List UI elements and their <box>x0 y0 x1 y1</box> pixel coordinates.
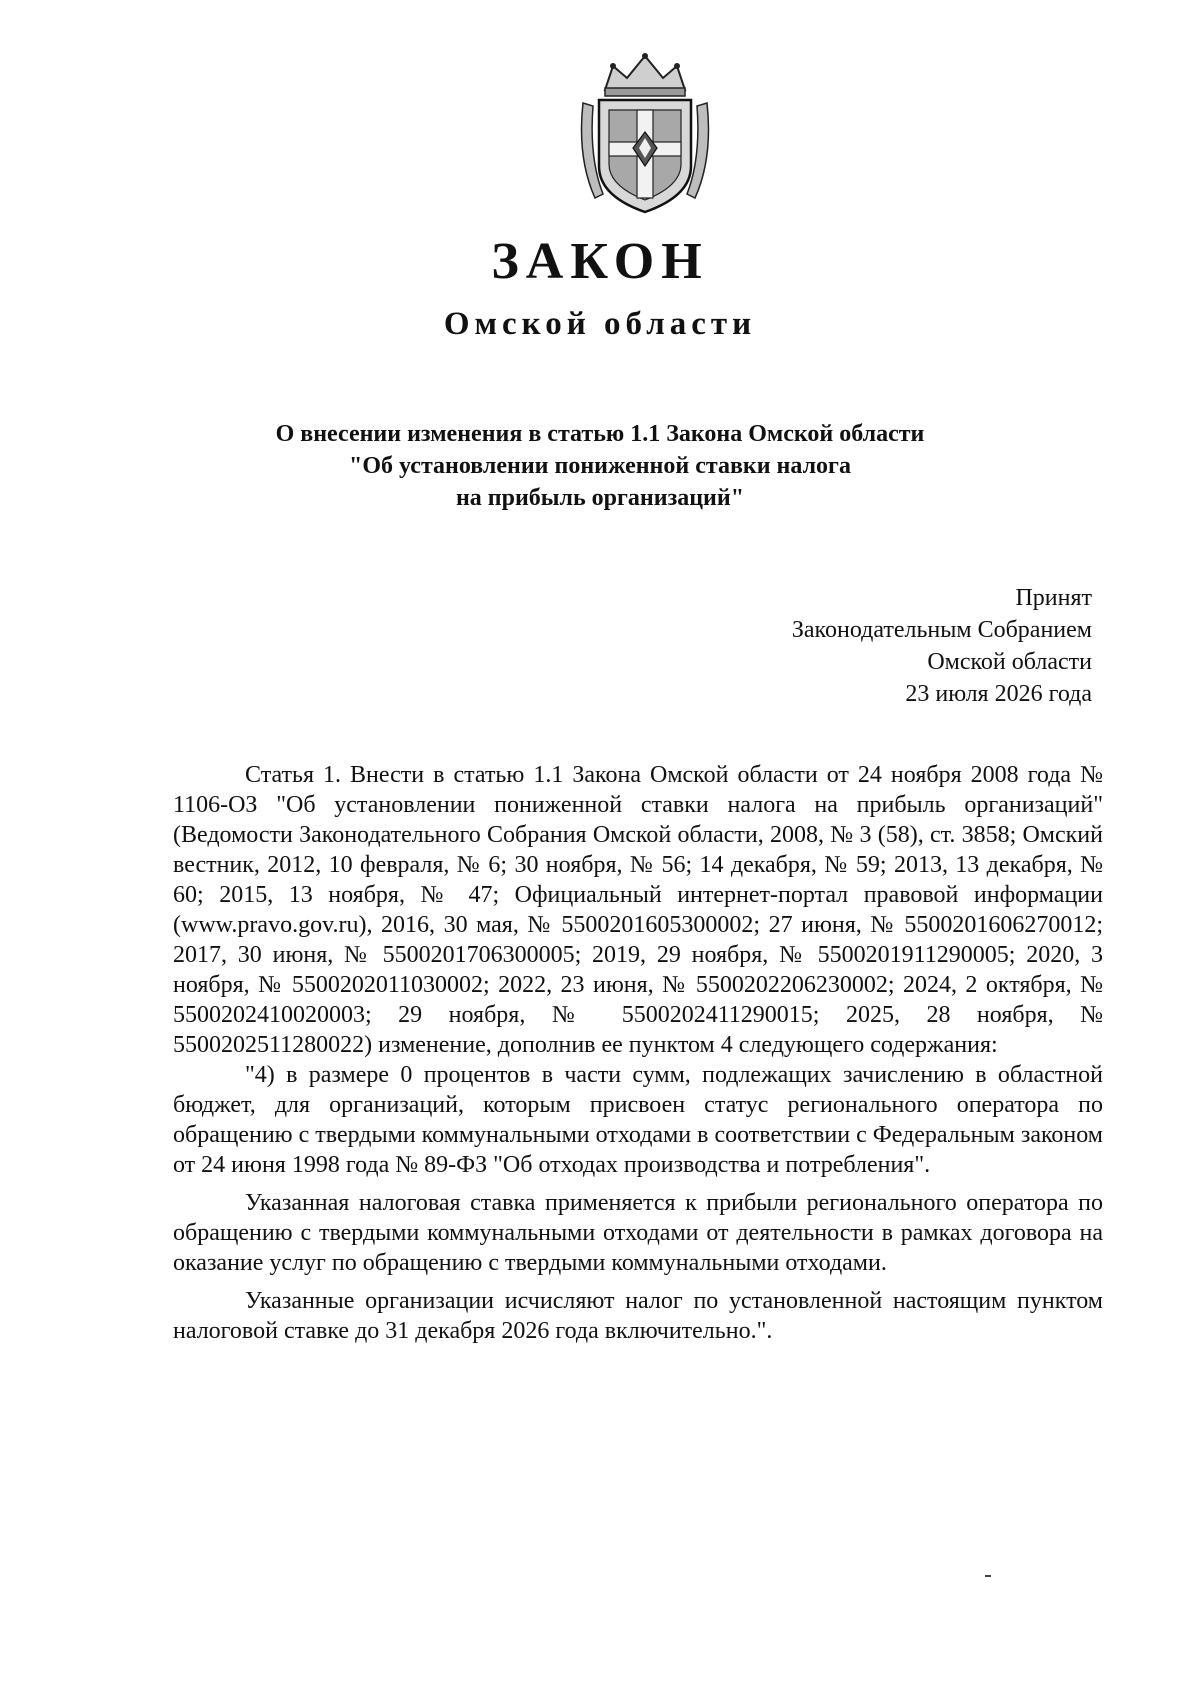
document-title: ЗАКОН <box>491 233 709 290</box>
scan-mark <box>985 1575 991 1577</box>
amendment-paragraph: "4) в размере 0 процентов в части сумм, подлежащих зачислению в областной бюджет, для организаций, которым присвоен статус регионального оператора по обращению с твердыми коммунальными отходами в соответствии с Федеральным законом от 24 июня 1998 года № 89-ФЗ "Об отходах производства и потребления". <box>173 1062 1103 1178</box>
amendment-paragraph: Указанная налоговая ставка применяется к прибыли регионального оператора по обращению с твердыми коммунальными отходами от деятельности в рамках договора на оказание услуг по обращению с твердыми коммунальными отходами. <box>173 1190 1103 1276</box>
coat-of-arms-icon <box>575 48 715 218</box>
article-paragraph: Статья 1. Внести в статью 1.1 Закона Омской области от 24 ноября 2008 года № 1106-ОЗ "Об установлении пониженной ставки налога на прибыль организаций" (Ведомости Законодательного Собрания Омской области, 2008, № 3 (58), ст. 3858; Омский вестник, 2012, 10 февраля, № 6; 30 ноября, № 56; 14 декабря, № 59; 2013, 13 декабря, № 60; 2015, 13 ноября, № 47; Официальный интернет-портал правовой информации (www.pravo.gov.ru), 2016, 30 мая, № 5500201605300002; 27 июня, № 5500201606270012; 2017, 30 июня, № 5500201706300005; 2019, 29 ноября, № 5500201911290005; 2020, 3 ноября, № 5500202011030002; 2022, 23 июня, № 5500202206230002; 2024, 2 октября, № 5500202410020003; 29 ноября, № 5500202411290015; 2025, 28 ноября, № 5500202511280022) изменение, дополнив ее пунктом 4 следующего содержания: <box>173 762 1103 1058</box>
document-subtitle: Омской области <box>443 306 757 342</box>
amendment-paragraph: Указанные организации исчисляют налог по установленной настоящим пунктом налоговой ставке до 31 декабря 2026 года включительно.". <box>173 1288 1103 1344</box>
adoption-block <box>792 582 1092 710</box>
adoption-line: Омской области <box>927 649 1092 675</box>
adoption-date: 23 июля 2026 года <box>905 681 1092 707</box>
law-heading <box>0 418 1200 514</box>
law-body <box>173 760 1103 1346</box>
adoption-line: Законодательным Собранием <box>791 617 1092 643</box>
law-heading-line: на прибыль организаций" <box>455 485 745 511</box>
law-heading-line: О внесении изменения в статью 1.1 Закона Омской области <box>275 421 925 447</box>
adoption-line: Принят <box>1015 585 1092 611</box>
law-heading-line: "Об установлении пониженной ставки налога <box>349 453 851 479</box>
